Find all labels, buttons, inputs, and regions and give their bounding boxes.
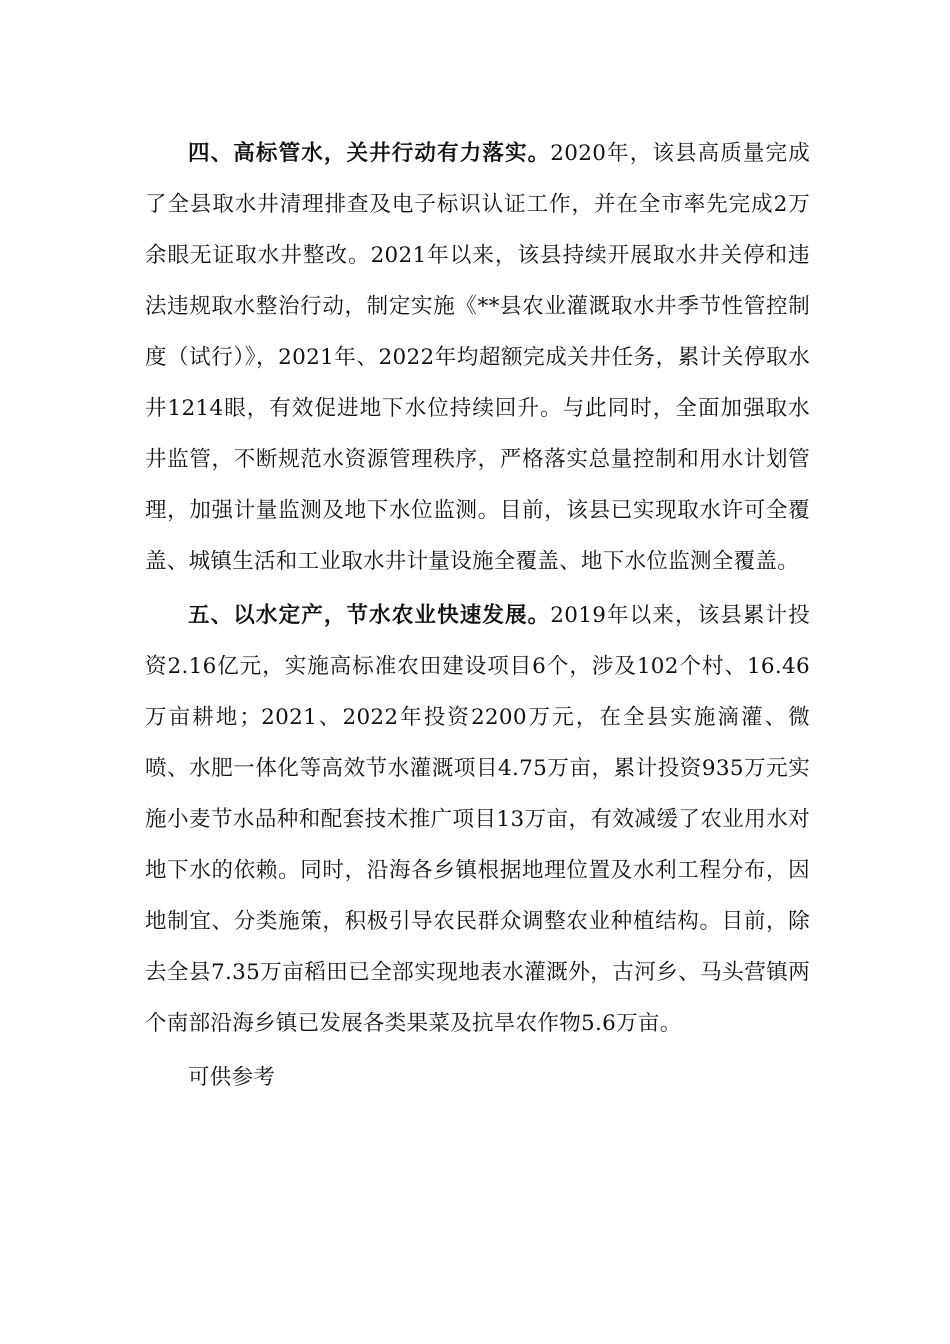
- paragraph-section-five: [145, 590, 810, 1049]
- section-four-heading: 四、高标管水，关井行动有力落实。: [188, 141, 551, 166]
- section-five-heading: 五、以水定产，节水农业快速发展。: [188, 603, 551, 628]
- document-body: [145, 128, 810, 1103]
- closing-note: 可供参考: [188, 1065, 276, 1090]
- paragraph-section-four: [145, 128, 810, 587]
- section-five-body: 2019年以来，该县累计投资2.16亿元，实施高标准农田建设项目6个，涉及102个村、16.46万亩耕地；2021、2022年投资2200万元，在全县实施滴灌、微喷、水肥一体化等高效节水灌溉项目4.75万亩，累计投资935万元实施小麦节水品种和配套技术推广项目13万亩，有效减缓了农业用水对地下水的依赖。同时，沿海各乡镇根据地理位置及水利工程分布，因地制宜、分类施策，积极引导农民群众调整农业种植结构。目前，除去全县7.35万亩稻田已全部实现地表水灌溉外，古河乡、马头营镇两个南部沿海乡镇已发展各类果菜及抗旱农作物5.6万亩。: [145, 603, 810, 1036]
- section-four-body: 2020年，该县高质量完成了全县取水井清理排查及电子标识认证工作，并在全市率先完成2万余眼无证取水井整改。2021年以来，该县持续开展取水井关停和违法违规取水整治行动，制定实施《**县农业灌溉取水井季节性管控制度（试行）》，2021年、2022年均超额完成关井任务，累计关停取水井1214眼，有效促进地下水位持续回升。与此同时，全面加强取水井监管，不断规范水资源管理秩序，严格落实总量控制和用水计划管理，加强计量监测及地下水位监测。目前，该县已实现取水许可全覆盖、城镇生活和工业取水井计量设施全覆盖、地下水位监测全覆盖。: [145, 141, 810, 574]
